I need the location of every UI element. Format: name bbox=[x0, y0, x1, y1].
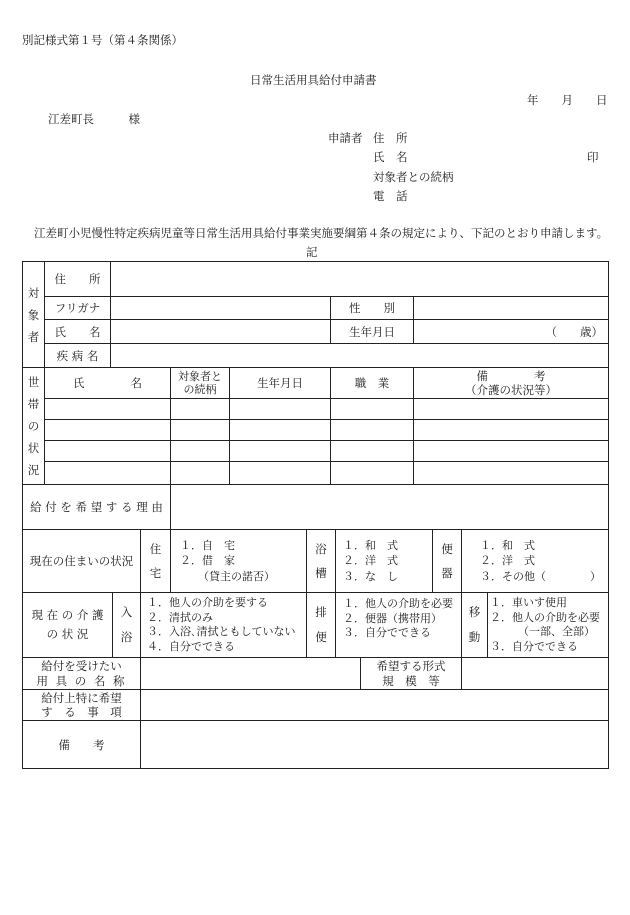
household-remarks-header-line: （介護の状況等） bbox=[465, 383, 557, 397]
bathing-option: ４．自分でできる bbox=[147, 639, 235, 653]
household-section-label bbox=[22, 367, 45, 485]
mobility-label bbox=[461, 592, 488, 658]
ki-heading: 記 bbox=[306, 245, 318, 259]
mobility-option-note: （一部、全部） bbox=[518, 625, 595, 638]
household-occupation-cell bbox=[330, 419, 414, 441]
household-relationship-cell bbox=[170, 398, 230, 420]
excretion-options bbox=[335, 592, 462, 658]
household-birthdate-header bbox=[229, 367, 331, 399]
household-relationship-cell bbox=[170, 461, 230, 485]
remarks-label bbox=[22, 720, 141, 769]
household-name-cell bbox=[44, 461, 171, 485]
toilet-options bbox=[461, 529, 609, 593]
household-remarks-cell bbox=[413, 461, 609, 485]
subject-section-label-text: 対象者 bbox=[27, 285, 40, 344]
format-label bbox=[360, 657, 462, 690]
household-section-label-text: 世帯の状況 bbox=[27, 375, 40, 477]
household-relationship-cell bbox=[170, 440, 230, 462]
subject-section-label bbox=[22, 261, 45, 368]
household-relationship-header-line: の続柄 bbox=[183, 383, 217, 396]
subject-sex-label-text: 性 別 bbox=[349, 301, 395, 315]
household-name-cell bbox=[44, 440, 171, 462]
excretion-label-text: 排便 bbox=[315, 605, 327, 644]
excretion-option: ３．自分でできる bbox=[343, 626, 431, 639]
special-requests-label-line: す る 事 項 bbox=[41, 705, 122, 719]
equipment-name-field bbox=[140, 657, 361, 690]
bathing-options bbox=[140, 592, 307, 658]
bathing-option: ２．清拭のみ bbox=[147, 610, 213, 624]
housing-option: ２．借 家 bbox=[180, 554, 235, 568]
applicant-address-label: 住 所 bbox=[373, 131, 408, 145]
residence-label bbox=[22, 529, 141, 593]
format-label-line: 規 模 等 bbox=[382, 673, 440, 688]
excretion-option: ２．便器（携帯用） bbox=[343, 611, 442, 625]
household-name-header-text: 氏 名 bbox=[73, 376, 142, 390]
form-title: 日常生活用具給付申請書 bbox=[250, 73, 377, 87]
toilet-option: １．和 式 bbox=[480, 538, 535, 552]
household-relationship-header-line: 対象者と bbox=[178, 369, 222, 383]
special-requests-field bbox=[140, 689, 609, 721]
household-birthdate-cell bbox=[229, 440, 331, 462]
reason-label-text: 給 付 を 希 望 す る 理 由 bbox=[30, 500, 163, 514]
form-number: 別記様式第１号（第４条関係） bbox=[22, 33, 183, 47]
application-statement: 江差町小児慢性特定疾病児童等日常生活用具給付事業実施要綱第４条の規定により、下記のとおり申請します。 bbox=[34, 226, 609, 240]
household-row bbox=[44, 398, 609, 420]
equipment-name-label-line: 用 具 の 名 称 bbox=[36, 673, 127, 688]
subject-name-field bbox=[110, 319, 331, 344]
subject-address-label-text: 住 所 bbox=[54, 272, 101, 286]
applicant-label: 申請者 bbox=[328, 131, 363, 145]
care-label bbox=[22, 592, 113, 658]
household-remarks-cell bbox=[413, 440, 609, 462]
bathtub-option: ２．洋 式 bbox=[343, 554, 398, 568]
mobility-option: ３．自分でできる bbox=[490, 639, 578, 653]
subject-birthdate-field bbox=[413, 319, 609, 344]
housing-options bbox=[170, 529, 307, 593]
bathtub-options bbox=[335, 529, 433, 593]
bathing-label-text: 入浴 bbox=[120, 605, 133, 644]
household-occupation-cell bbox=[330, 398, 414, 420]
mobility-option: ２．他人の介助を必要 bbox=[490, 610, 600, 624]
bathtub-label-text: 浴槽 bbox=[315, 542, 327, 580]
household-birthdate-cell bbox=[229, 398, 331, 420]
subject-sex-field bbox=[413, 296, 609, 320]
addressee: 江差町長 様 bbox=[48, 112, 140, 126]
toilet-option: ２．洋 式 bbox=[480, 554, 535, 568]
toilet-label-text: 便器 bbox=[441, 542, 453, 580]
bathing-label bbox=[112, 592, 141, 658]
special-requests-label bbox=[22, 689, 141, 721]
subject-disease-field bbox=[110, 343, 609, 368]
household-occupation-header-text: 職 業 bbox=[354, 376, 390, 390]
household-name-header bbox=[44, 367, 171, 399]
bathtub-label bbox=[306, 529, 336, 593]
bathtub-option: ３．な し bbox=[343, 569, 398, 583]
bathing-option: ３．入浴､清拭ともしていない bbox=[147, 625, 296, 638]
household-row bbox=[44, 440, 609, 462]
mobility-option: １．車いす使用 bbox=[490, 596, 567, 609]
care-label-line: の 状 況 bbox=[46, 627, 89, 641]
equipment-name-label bbox=[22, 657, 141, 690]
reason-field bbox=[170, 484, 609, 530]
remarks-label-text: 備 考 bbox=[58, 737, 105, 752]
toilet-label bbox=[432, 529, 462, 593]
housing-option-note: （貸主の諾否） bbox=[198, 569, 275, 583]
subject-furigana-field bbox=[110, 296, 331, 320]
date-line: 年 月 日 bbox=[527, 93, 608, 107]
subject-birthdate-label-text: 生年月日 bbox=[349, 324, 395, 339]
household-occupation-cell bbox=[330, 461, 414, 485]
household-remarks-header bbox=[413, 367, 609, 399]
subject-name-label bbox=[44, 319, 111, 344]
household-name-cell bbox=[44, 419, 171, 441]
equipment-name-label-line: 給付を受けたい bbox=[41, 658, 122, 673]
applicant-relationship-label: 対象者との続柄 bbox=[373, 170, 454, 184]
toilet-option: ３．その他（ ） bbox=[480, 569, 601, 583]
household-remarks-cell bbox=[413, 419, 609, 441]
excretion-label bbox=[306, 592, 336, 658]
special-requests-label-line: 給付上特に希望 bbox=[41, 691, 122, 705]
remarks-field bbox=[140, 720, 609, 769]
housing-option: １．自 宅 bbox=[180, 538, 235, 552]
reason-label bbox=[22, 484, 171, 530]
household-occupation-header bbox=[330, 367, 414, 399]
household-remarks-cell bbox=[413, 398, 609, 420]
mobility-options bbox=[487, 592, 609, 658]
applicant-phone-label: 電 話 bbox=[373, 189, 408, 203]
age-suffix: （ 歳） bbox=[545, 324, 603, 339]
household-remarks-header-line: 備 考 bbox=[476, 369, 546, 383]
format-field bbox=[461, 657, 609, 690]
household-relationship-header bbox=[170, 367, 230, 399]
residence-label-text: 現在の住まいの状況 bbox=[29, 554, 134, 568]
household-birthdate-cell bbox=[229, 419, 331, 441]
subject-address-label bbox=[44, 261, 111, 297]
mobility-label-text: 移動 bbox=[468, 605, 481, 644]
subject-disease-label bbox=[44, 343, 111, 368]
subject-disease-label-text: 疾 病 名 bbox=[56, 348, 99, 363]
household-relationship-cell bbox=[170, 419, 230, 441]
subject-furigana-label bbox=[44, 296, 111, 320]
subject-address-field bbox=[110, 261, 609, 297]
household-birthdate-cell bbox=[229, 461, 331, 485]
seal-mark: 印 bbox=[587, 150, 599, 164]
household-birthdate-header-text: 生年月日 bbox=[257, 376, 303, 390]
bathtub-option: １．和 式 bbox=[343, 538, 398, 552]
household-occupation-cell bbox=[330, 440, 414, 462]
subject-name-label-text: 氏 名 bbox=[54, 324, 101, 339]
excretion-option: １．他人の介助を必要 bbox=[343, 597, 453, 610]
subject-furigana-label-text: フリガナ bbox=[54, 301, 101, 315]
household-row bbox=[44, 461, 609, 485]
housing-label-text: 住宅 bbox=[149, 542, 162, 580]
applicant-name-label: 氏 名 bbox=[373, 150, 408, 164]
household-row bbox=[44, 419, 609, 441]
subject-sex-label bbox=[330, 296, 414, 320]
format-label-line: 希望する形式 bbox=[376, 658, 446, 673]
household-name-cell bbox=[44, 398, 171, 420]
subject-birthdate-label bbox=[330, 319, 414, 344]
bathing-option: １．他人の介助を要する bbox=[147, 596, 268, 609]
housing-label bbox=[140, 529, 171, 593]
care-label-line: 現 在 の 介 護 bbox=[31, 608, 104, 622]
